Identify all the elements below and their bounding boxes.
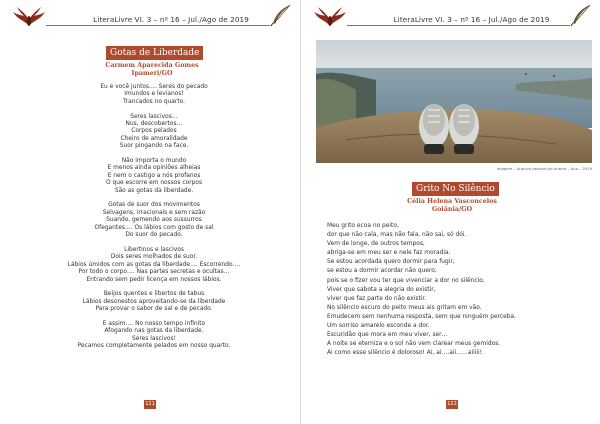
poem-photo (316, 40, 592, 163)
poem-line: Imundos e levianos! (124, 91, 184, 98)
poem-line: Ofegantes…. Os lábios com gosto de sal (94, 224, 214, 231)
poem-line: se estou a dormir acordar não quero, (327, 268, 437, 275)
poem-line: Dois seres molhados de suor. (110, 254, 198, 261)
poem-line: Selvagens, irracionais e sem razão (102, 209, 206, 216)
poem-line: O que escorre em nossos corpos (105, 180, 203, 187)
poem-line: Viver que sabota a alegria do existir, (327, 286, 436, 293)
poem-line: Afogando nas gotas da liberdade. (104, 328, 204, 335)
poem-line: Do suor do pecado. (125, 232, 183, 239)
poem-line: Cheiro de amoralidade (120, 135, 188, 142)
stanza (18, 114, 290, 151)
header-text: LiteraLivre VI. 3 – nº 16 – Jul./Ago de 2019 (93, 15, 249, 24)
header-rule (46, 25, 270, 26)
poem-title: Gotas de Liberdade (106, 46, 203, 60)
photo-sneakers-over-bay (316, 40, 592, 163)
poem-line: dor que não cala, mas não fala, não sai, só dói. (327, 232, 467, 239)
poem-line: Gotas de suor dos movimentos (108, 202, 200, 209)
poem-line: abriga-se em meu ser e nele faz moradia. (327, 250, 451, 257)
phoenix-logo-icon (313, 6, 347, 28)
poem-line: Corpos pelados (131, 128, 177, 135)
poem-line: Lábios úmidos com as gotas da liberdade…. Escorrendo…. (67, 261, 241, 268)
poem-line: Seres lascivos… (130, 113, 178, 120)
poem-line: Lábios desonestos aproveitando-se da liberdade (82, 298, 226, 305)
right-header (311, 6, 592, 28)
quill-icon (568, 4, 592, 28)
author-name: Carmem Aparecida Gomes (105, 62, 199, 69)
poem-line: Libertinos e lascivos (124, 246, 184, 253)
poem-line: Escuridão que mora em meu viver, ser… (327, 332, 448, 339)
poem-line: Ai como esse silêncio é doloroso! Ai, ai….aii……aiiiii!. (327, 350, 484, 357)
poem-line: São as gotas da liberdade. (114, 187, 194, 194)
author-location: Goiânia/GO (431, 206, 473, 213)
photo-caption: Imagem – Arquivo pessoal da autora – Ano – 2019 (496, 166, 592, 171)
poem-line: E menos ainda opiniões alheias (107, 165, 201, 172)
header-text: LiteraLivre VI. 3 – nº 16 – Jul./Ago de 2019 (393, 15, 550, 24)
poem-line: Não importa o mundo (121, 158, 187, 165)
stanza (18, 202, 290, 239)
author-name: Célia Helena Vasconcelos (407, 198, 497, 205)
poem-line: Beijos quentes e libertos de tabus (103, 291, 205, 298)
poem-line: Eu e você juntos…. Seres do pecado (100, 84, 208, 90)
poem-line: Trancados no quarto. (122, 98, 186, 105)
page-number: 122 (447, 401, 457, 407)
poem-line: Se estou acordada quero dormir para fugir, (327, 259, 455, 266)
poem-line: Suando, gemendo aos sussurros (106, 217, 202, 224)
stanza (18, 291, 290, 313)
poem-line: Meu grito ecoa no peito, (327, 223, 399, 229)
poem-line: E nem o castigo a nós profanos (107, 172, 201, 179)
poem-line: No silêncio escuro do peito meus ais gritam em vão. (327, 304, 482, 311)
poem-line: Para provar o sabor de sal e de pecado. (95, 306, 213, 313)
poem-body (18, 84, 290, 358)
poem-line: viver que faz parte do não existir. (327, 295, 427, 302)
poem-line: Suor pingando na face. (119, 143, 189, 150)
poem-line: Seres lascivos! (132, 335, 176, 342)
quill-icon (268, 4, 292, 28)
poem-line: pois se o fizer vou ter que vivenciar a dor no silêncio. (327, 277, 485, 284)
poem-title: Grito No Silêncio (412, 182, 499, 196)
author-location: Ipameri/GO (131, 70, 173, 77)
poem-line: Vem de longe, de outros tempos, (327, 241, 425, 248)
left-header (10, 6, 292, 28)
header-rule (347, 25, 570, 26)
stanza (18, 321, 290, 351)
phoenix-logo-icon (12, 6, 46, 28)
poem-line: Um sorriso amarelo esconde a dor. (327, 323, 430, 330)
poem-line: Emudecem sem nenhuma resposta, sem que ninguém perceba. (327, 313, 516, 320)
poem-line: Entrando sem pedir licença em nossos lábios. (86, 276, 222, 283)
poem-line: Pecamos completamente pelados em nosso quarto. (77, 343, 231, 350)
page-number: 121 (145, 401, 155, 407)
poem-line: E assim…. No nosso tempo infinito (102, 320, 206, 327)
poem-line: Nus, descobertos… (125, 121, 183, 128)
poem-line: A noite se eterniza e o sol não vem clarear meus gemidos. (327, 341, 501, 348)
poem-line: Por todo o corpo…. Nas partes secretas e ocultas… (78, 269, 230, 276)
stanza (18, 84, 290, 106)
author-block (372, 198, 532, 214)
author-block (60, 62, 244, 78)
poem-body (327, 222, 592, 358)
stanza (18, 247, 290, 284)
stanza (18, 158, 290, 195)
